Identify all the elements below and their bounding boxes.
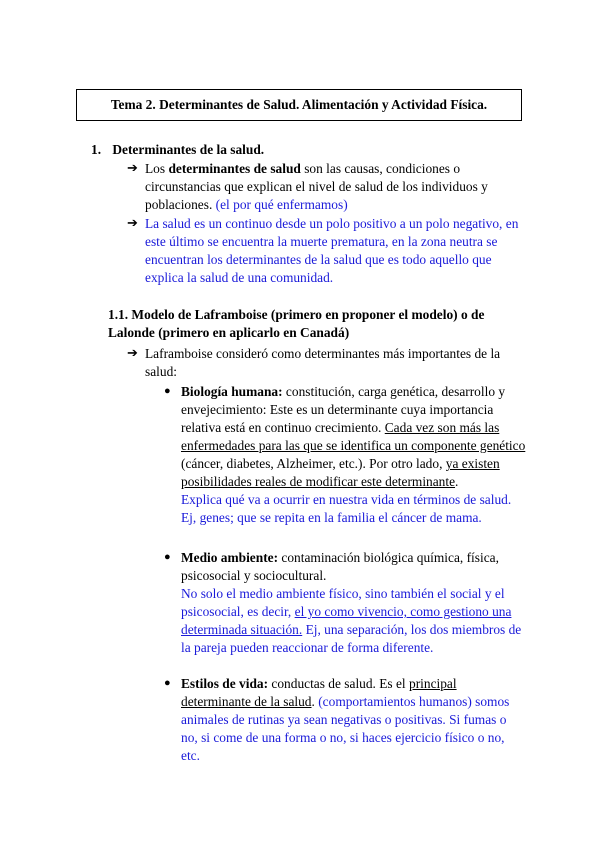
document-title-text: Tema 2. Determinantes de Salud. Alimentación y Actividad Física. (110, 97, 488, 112)
medio-ambiente-item (181, 549, 526, 657)
medio-blue-note (181, 585, 526, 657)
arrow-bullet-icon: ➔ (127, 160, 138, 175)
dot-bullet-icon: ● (164, 551, 171, 563)
def-blue-note: (el por qué enfermamos) (215, 197, 348, 212)
biologia-humana-item (181, 383, 526, 527)
def-bold: determinantes de salud (168, 161, 301, 176)
biologia-label: Biología humana: (181, 384, 283, 399)
biologia-underline-1: Cada vez son más las enfermedades para las que se identifica un componente genético (181, 420, 526, 453)
estilos-blue-note: (comportamientos humanos) somos animales de rutinas ya sean negativas o positivas. Si fumas o no, si come de una forma o no, si haces ejercicio físico o no, etc. (181, 694, 510, 763)
medio-blue-underline: el yo como vivencio, como gestiono una determinada situación. (181, 604, 512, 637)
section-1-title: Determinantes de la salud. (112, 142, 265, 157)
biologia-text-1: constitución, carga genética, desarrollo y envejecimiento: Este es un determinante cuya importancia relativa está en continuo crecimiento. (181, 384, 506, 435)
estilos-de-vida-item (181, 675, 526, 765)
document-title (76, 89, 522, 121)
medio-blue-1: No solo el medio ambiente físico, sino también el social y el psicosocial, es decir, (181, 586, 505, 619)
estilos-underline: principal determinante de la salud (181, 676, 457, 709)
biologia-blue-note: Explica qué va a ocurrir en nuestra vida en términos de salud. Ej, genes; que se repita en la familia el cáncer de mama. (181, 492, 512, 525)
medio-label: Medio ambiente: (181, 550, 279, 565)
estilos-text-1: conductas de salud. Es el (268, 676, 409, 691)
dot-bullet-icon: ● (164, 677, 171, 689)
section-1-number: 1. (91, 142, 102, 157)
arrow-bullet-icon: ➔ (127, 345, 138, 360)
section-1-1-heading: 1.1. Modelo de Laframboise (primero en proponer el modelo) o de Lalonde (primero en aplicarlo en Canadá) (108, 307, 485, 340)
laframboise-intro: Laframboise consideró como determinantes más importantes de la salud: (145, 346, 501, 379)
determinantes-definition (145, 160, 525, 214)
arrow-bullet-icon: ➔ (127, 215, 138, 230)
estilos-text-2: . (311, 694, 319, 709)
biologia-underline-2: ya existen posibilidades reales de modificar este determinante (181, 456, 500, 489)
section-1-heading (91, 141, 264, 159)
biologia-text-2: (cáncer, diabetes, Alzheimer, etc.). Por otro lado, (181, 456, 446, 471)
medio-text: contaminación biológica química, física, psicosocial y sociocultural. (181, 550, 499, 583)
dot-bullet-icon: ● (164, 385, 171, 397)
def-post: son las causas, condiciones o circunstancias que explican el nivel de salud de los individuos y poblaciones. (145, 161, 488, 212)
estilos-label: Estilos de vida: (181, 676, 269, 691)
biologia-text-3: . (455, 474, 459, 489)
def-pre: Los (145, 161, 169, 176)
medio-blue-2: Ej, una separación, los dos miembros de la pareja pueden reaccionar de forma diferente. (181, 622, 522, 655)
salud-continuo-note: La salud es un continuo desde un polo positivo a un polo negativo, en este último se encuentra la muerte prematura, en la zona neutra se encuentran los determinantes de la salud que es todo aquello que explica la salud de una comunidad. (145, 216, 519, 285)
